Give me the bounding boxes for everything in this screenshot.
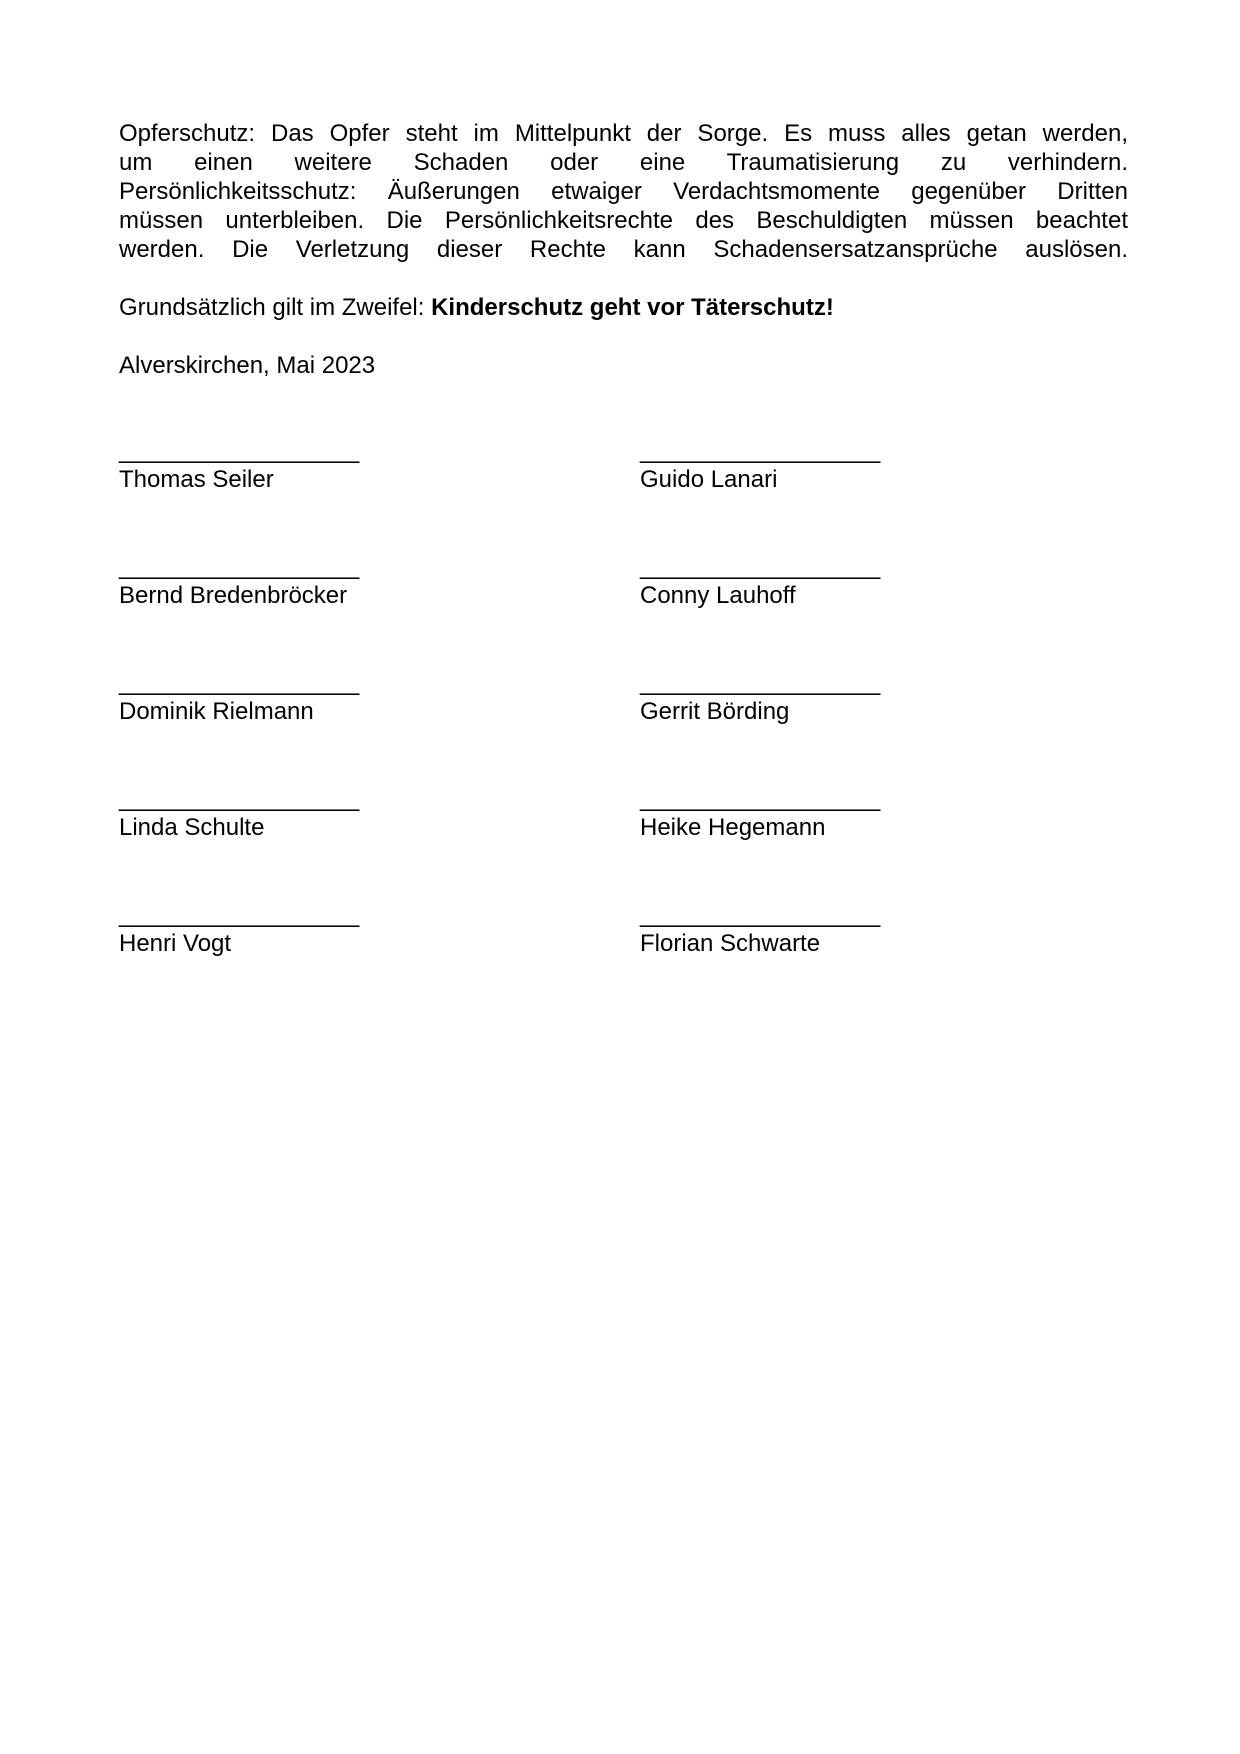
- signature-block: [119, 900, 359, 958]
- signature-row: [119, 900, 1128, 1016]
- signatory-name: Bernd Bredenbröcker: [119, 582, 348, 609]
- signatory-name: Gerrit Börding: [640, 698, 790, 725]
- signatory-name: Dominik Rielmann: [119, 698, 314, 725]
- signatory-name: Guido Lanari: [640, 466, 778, 493]
- signature-row: [119, 552, 1128, 668]
- signature-line: __________________: [119, 901, 360, 928]
- signatory-name: Heike Hegemann: [640, 814, 826, 841]
- signature-block: [119, 668, 359, 726]
- paragraph-line: Opferschutz: Das Opfer steht im Mittelpunkt der Sorge. Es muss alles getan werden,: [119, 120, 1128, 147]
- principle-statement: [119, 293, 1128, 322]
- signature-line: __________________: [119, 785, 360, 812]
- signature-block: [119, 436, 359, 494]
- signature-row: [119, 436, 1128, 552]
- signatory-name: Henri Vogt: [119, 930, 232, 957]
- signatory-name: Thomas Seiler: [119, 466, 274, 493]
- principle-emphasis: Kinderschutz geht vor Täterschutz!: [431, 294, 834, 321]
- signature-line: __________________: [119, 669, 360, 696]
- signature-line: __________________: [119, 437, 360, 464]
- signature-block: [640, 668, 880, 726]
- paragraph-line: werden. Die Verletzung dieser Rechte kann Schadensersatzansprüche auslösen.: [119, 236, 1128, 263]
- signature-block: [640, 900, 880, 958]
- signature-row: [119, 784, 1128, 900]
- signature-block: [640, 436, 880, 494]
- signature-line: __________________: [640, 553, 881, 580]
- protection-paragraph: [119, 119, 1128, 264]
- signature-line: __________________: [640, 901, 881, 928]
- principle-prefix: Grundsätzlich gilt im Zweifel:: [119, 294, 432, 321]
- paragraph-line: Persönlichkeitsschutz: Äußerungen etwaiger Verdachtsmomente gegenüber Dritten: [119, 178, 1128, 205]
- paragraph-line: um einen weitere Schaden oder eine Traumatisierung zu verhindern.: [119, 149, 1128, 176]
- signatory-name: Linda Schulte: [119, 814, 265, 841]
- signature-block: [640, 784, 880, 842]
- document-content: [119, 119, 1128, 380]
- signature-block: [640, 552, 880, 610]
- signature-line: __________________: [640, 785, 881, 812]
- signatory-name: Conny Lauhoff: [640, 582, 796, 609]
- signature-section: [119, 436, 1128, 1016]
- signature-line: __________________: [640, 437, 881, 464]
- paragraph-line: müssen unterbleiben. Die Persönlichkeitsrechte des Beschuldigten müssen beachtet: [119, 207, 1128, 234]
- signature-block: [119, 784, 359, 842]
- place-date: Alverskirchen, Mai 2023: [119, 352, 376, 379]
- signature-block: [119, 552, 359, 610]
- signatory-name: Florian Schwarte: [640, 930, 821, 957]
- signature-line: __________________: [640, 669, 881, 696]
- signature-line: __________________: [119, 553, 360, 580]
- signature-row: [119, 668, 1128, 784]
